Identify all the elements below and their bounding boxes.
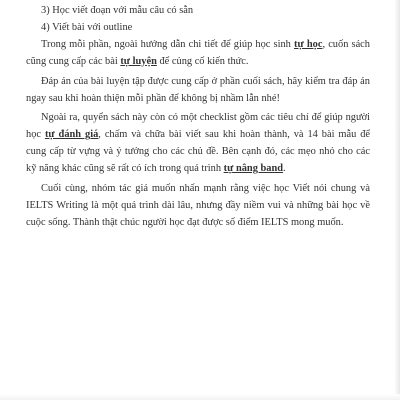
p3-emphasis-tu-nang-band: tự nâng band [223,163,284,175]
p1-emphasis-tu-hoc: tự học [294,38,323,50]
p1-emphasis-tu-luyen: tự luyện [120,55,157,67]
p1-text-e: để củng cố kiến thức. [156,55,249,67]
list-item-4: 4) Viết bài với outline [41,21,133,33]
paragraph-answer-key: Đáp án của bài luyện tập được cung cấp ở phần cuối sách, hãy kiểm tra đáp án ngay sau khi hoàn thiện mỗi phần để không bị nhầm lẫn nhé! [26,75,370,104]
list-item-3: 3) Học viết đoạn với mẫu câu có sẵn [41,5,194,16]
p3-text-c: , chấm và chữa bài viết sau khi hoàn thành, và 14 bài mẫu để cung cấp từ vựng và ý tưởng cho các chủ đề. Bên cạnh đó, các mẹo nhỏ cho các kỹ năng khác cũng sẽ rất có ích trong quá trình [26,129,371,175]
p1-text-c: , cuốn sách cũng cung cấp các bài [26,38,370,67]
page-bottom-edge [0,394,400,400]
p3-text-a: Ngoài ra, quyển sách này còn có một checklist gồm các tiêu chí để giúp người học [26,112,370,141]
p3-emphasis-tu-danh-gia: tự đánh giá [44,129,99,141]
page-content [26,3,370,235]
p1-text-a: Trong mỗi phần, ngoài hướng dẫn chi tiết để giúp học sinh [41,38,295,50]
p3-text-e: . [283,163,286,175]
paragraph-checklist [26,110,370,178]
paragraph-closing: Cuối cùng, nhóm tác giả muốn nhấn mạnh rằng việc học Viết nói chung và IELTS Writing là một quá trình dài lâu, nhưng đầy niềm vui và những bài học về cuộc sống. Thành thật chúc người học đạt được số điểm IELTS mong muốn. [26,183,370,228]
paragraph-self-study [26,37,370,71]
page-edge-shadow [394,0,400,400]
